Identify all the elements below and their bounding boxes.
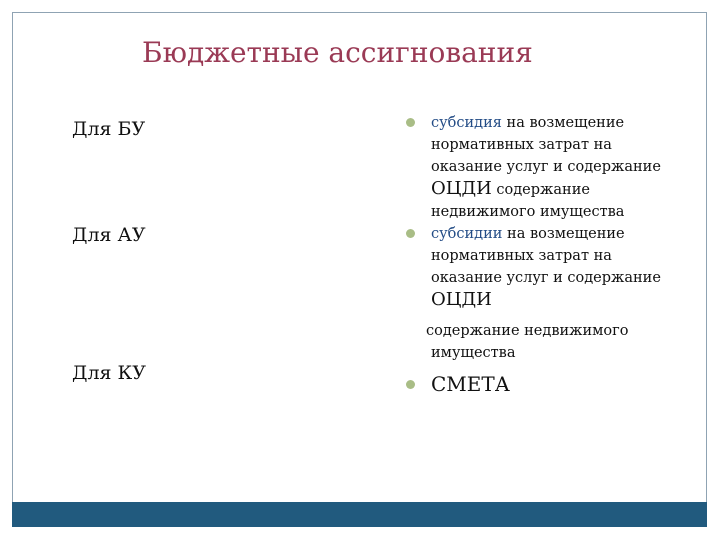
item2-line2: нормативных затрат на [431, 248, 612, 264]
bullet-dot-icon [406, 380, 415, 389]
highlight-subsidy: субсидия [431, 115, 502, 131]
bullet-item-bu [404, 112, 704, 223]
smeta-text: СМЕТА [431, 372, 510, 396]
item1-line1: на возмещение [501, 115, 625, 131]
label-au: Для АУ [72, 224, 146, 246]
item2-line3: оказание услуг и содержание [431, 270, 661, 286]
bullet-dot-icon [406, 118, 415, 127]
plain-line1: содержание недвижимого [426, 323, 629, 339]
highlight-subsidies: субсидии [431, 226, 503, 242]
item2-line1: на возмещение [502, 226, 625, 242]
slide-title: Бюджетные ассигнования [142, 36, 533, 69]
item1-line5: недвижимого имущества [431, 204, 625, 220]
label-ku: Для КУ [72, 362, 146, 384]
item2-ocdi: ОЦДИ [431, 289, 492, 310]
bullet-dot-icon [406, 229, 415, 238]
bullet-item-au [404, 223, 704, 312]
bullet-item-ku [404, 370, 704, 398]
right-column [404, 112, 704, 398]
plain-line2: имущества [431, 345, 516, 361]
label-bu: Для БУ [72, 118, 146, 140]
plain-item [404, 320, 704, 364]
item1-line4: содержание [491, 182, 590, 198]
item1-ocdi: ОЦДИ [431, 178, 492, 199]
item1-line2: нормативных затрат на [431, 137, 612, 153]
item1-line3: оказание услуг и содержание [431, 159, 661, 175]
footer-bar [12, 502, 707, 527]
